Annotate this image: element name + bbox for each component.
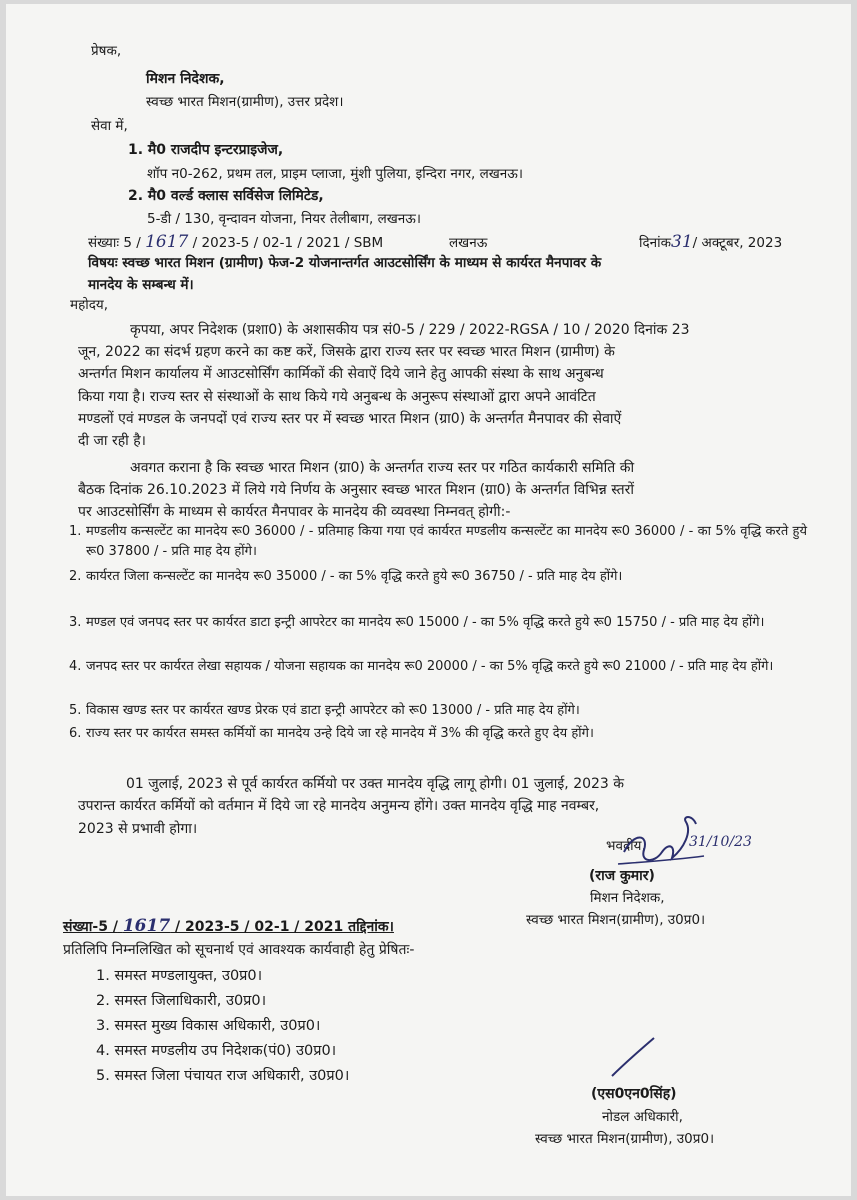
copy-list-item: 4. समस्त मण्डलीय उप निदेशक(पं0) उ0प्र0। (96, 1043, 337, 1059)
reference-date-suffix: / अक्टूबर, 2023 (692, 235, 783, 251)
closing: भवदीय, (606, 838, 646, 854)
signatory-org: स्वच्छ भारत मिशन(ग्रामीण), उ0प्र0। (526, 912, 706, 928)
nodal-designation: नोडल अधिकारी, (602, 1109, 683, 1125)
point-text: कार्यरत जिला कन्सल्टेंट का मानदेय रू0 35000 / - का 5% वृद्धि करते हुये रू0 36750 / - प्रति माह देय होंगे। (86, 569, 623, 584)
reference-date-prefix: दिनांक (639, 235, 672, 251)
initial-mark (606, 1032, 666, 1082)
point-text: जनपद स्तर पर कार्यरत लेखा सहायक / योजना सहायक का मानदेय रू0 20000 / - का 5% वृद्धि करते हुये रू0 21000 / - प्रति माह देय होंगे। (86, 659, 774, 674)
paragraph-3-line: उपरान्त कार्यरत कर्मियों को वर्तमान में दिये जा रहे मानदेय अनुमन्य होंगे। उक्त मानदेय वृद्धि माह नवम्बर, (78, 798, 600, 814)
reference-prefix: संख्याः 5 / (88, 235, 141, 251)
copy-list-item: 5. समस्त जिला पंचायत राज अधिकारी, उ0प्र0। (96, 1068, 350, 1084)
paragraph-1-line: मण्डलों एवं मण्डल के जनपदों एवं राज्य स्तर पर में स्वच्छ भारत मिशन (ग्रा0) के अन्तर्गत मैनपावर की सेवाऐं (78, 411, 622, 427)
nodal-org: स्वच्छ भारत मिशन(ग्रामीण), उ0प्र0। (535, 1131, 715, 1147)
reference-suffix: / 2023-5 / 02-1 / 2021 / SBM (192, 235, 384, 251)
copy-list-item: 3. समस्त मुख्य विकास अधिकारी, उ0प्र0। (96, 1018, 321, 1034)
point-text: राज्य स्तर पर कार्यरत समस्त कर्मियों का मानदेय उन्हे दिये जा रहे मानदेय में 3% की वृद्धि करते हुए देय होंगे। (86, 726, 594, 741)
reference-handwritten-day: 31 (671, 232, 693, 252)
point-text: मण्डल एवं जनपद स्तर पर कार्यरत डाटा इन्ट्री आपरेटर का मानदेय रू0 15000 / - का 5% वृद्धि करते हुये रू0 15750 / - प्रति माह देय होंगे। (86, 615, 765, 630)
copy-list-item: 2. समस्त जिलाधिकारी, उ0प्र0। (96, 993, 267, 1009)
copy-reference (63, 916, 394, 936)
copy-intro: प्रतिलिपि निम्नलिखित को सूचनार्थ एवं आवश्यक कार्यवाही हेतु प्रेषितः- (63, 942, 415, 958)
honorarium-point (69, 567, 807, 587)
point-text: विकास खण्ड स्तर पर कार्यरत खण्ड प्रेरक एवं डाटा इन्ट्री आपरेटर को रू0 13000 / - प्रति माह देय होंगे। (86, 703, 580, 718)
paragraph-2-line: अवगत कराना है कि स्वच्छ भारत मिशन (ग्रा0) के अन्तर्गत राज्य स्तर पर गठित कार्यकारी समिति की (130, 460, 635, 476)
paragraph-1-line: कृपया, अपर निदेशक (प्रशा0) के अशासकीय पत्र सं0-5 / 229 / 2022-RGSA / 10 / 2020 दिनांक 23 (130, 322, 690, 338)
salutation: महोदय, (70, 297, 109, 313)
recipient-1-address: शॉप न0-262, प्रथम तल, प्राइम प्लाजा, मुंशी पुलिया, इन्दिरा नगर, लखनऊ। (147, 166, 523, 182)
point-text: मण्डलीय कन्सल्टेंट का मानदेय रू0 36000 / - प्रतिमाह किया गया एवं कार्यरत मण्डलीय कन्सल्टेंट का मानदेय रू0 36000 / - का 5% वृद्धि करते हुये रू0 37800 / - प्रति माह देय होंगे। (86, 524, 807, 559)
point-number: 1. (69, 524, 82, 539)
copy-handwritten-number: 1617 (122, 916, 171, 936)
point-number: 2. (69, 569, 82, 584)
subject-line-2: मानदेय के सम्बन्ध में। (88, 277, 194, 293)
recipients-label: सेवा में, (91, 118, 128, 134)
honorarium-point (69, 724, 807, 744)
point-number: 4. (69, 659, 82, 674)
sender-org: स्वच्छ भारत मिशन(ग्रामीण), उत्तर प्रदेश। (146, 94, 344, 110)
honorarium-point (69, 701, 807, 721)
reference-date (639, 232, 782, 252)
honorarium-point (69, 613, 807, 633)
point-number: 3. (69, 615, 82, 630)
paragraph-3-line: 01 जुलाई, 2023 से पूर्व कार्यरत कर्मियो पर उक्त मानदेय वृद्धि लागू होगी। 01 जुलाई, 2023 के (126, 776, 625, 792)
subject-line-1: विषयः स्वच्छ भारत मिशन (ग्रामीण) फेज-2 योजनान्तर्गत आउटसोर्सिंग के माध्यम से कार्यरत मैनपावर के (88, 255, 602, 271)
copy-reference-suffix: / 2023-5 / 02-1 / 2021 तद्दिनांक। (175, 919, 394, 935)
recipient-1-name: 1. मै0 राजदीप इन्टरप्राइजेज, (128, 142, 284, 158)
paragraph-1-line: अन्तर्गत मिशन कार्यालय में आउटसोर्सिंग कार्मिकों की सेवाऐं दिये जाने हेतु आपकी संस्था के साथ अनुबन्ध (78, 366, 604, 382)
signature-handwritten-date: 31/10/23 (689, 834, 752, 850)
point-number: 6. (69, 726, 82, 741)
reference-handwritten-number: 1617 (145, 232, 189, 252)
reference-number (88, 232, 383, 252)
copy-list-item: 1. समस्त मण्डलायुक्त, उ0प्र0। (96, 968, 263, 984)
letter-page (6, 4, 851, 1196)
honorarium-point (69, 657, 807, 677)
paragraph-2-line: बैठक दिनांक 26.10.2023 में लिये गये निर्णय के अनुसार स्वच्छ भारत मिशन (ग्रा0) के अन्तर्गत विभिन्न स्तरों (78, 482, 634, 498)
honorarium-point (69, 522, 807, 562)
recipient-2-name: 2. मै0 वर्ल्ड क्लास सर्विसेज लिमिटेड, (128, 188, 324, 204)
paragraph-1-line: जून, 2022 का संदर्भ ग्रहण करने का कष्ट करें, जिसके द्वारा राज्य स्तर पर स्वच्छ भारत मिशन (ग्रामीण) के (78, 344, 615, 360)
paragraph-3-line: 2023 से प्रभावी होगा। (78, 821, 198, 837)
nodal-name: (एस0एन0सिंह) (591, 1086, 677, 1102)
point-number: 5. (69, 703, 82, 718)
signatory-name: (राज कुमार) (589, 868, 655, 884)
sender-label: प्रेषक, (91, 43, 122, 59)
signatory-designation: मिशन निदेशक, (590, 890, 665, 906)
copy-reference-prefix: संख्या-5 / (63, 919, 118, 935)
paragraph-1-line: किया गया है। राज्य स्तर से संस्थाओं के साथ किये गये अनुबन्ध के अनुरूप संस्थाओं द्वारा अपने आवंटित (78, 389, 596, 405)
reference-city: लखनऊ (449, 235, 488, 251)
sender-title: मिशन निदेशक, (146, 71, 225, 87)
recipient-2-address: 5-डी / 130, वृन्दावन योजना, नियर तेलीबाग, लखनऊ। (147, 211, 421, 227)
paragraph-2-line: पर आउटसोर्सिंग के माध्यम से कार्यरत मैनपावर के मानदेय की व्यवस्था निम्नवत् होगी:- (78, 504, 511, 520)
paragraph-1-line: दी जा रही है। (78, 433, 146, 449)
